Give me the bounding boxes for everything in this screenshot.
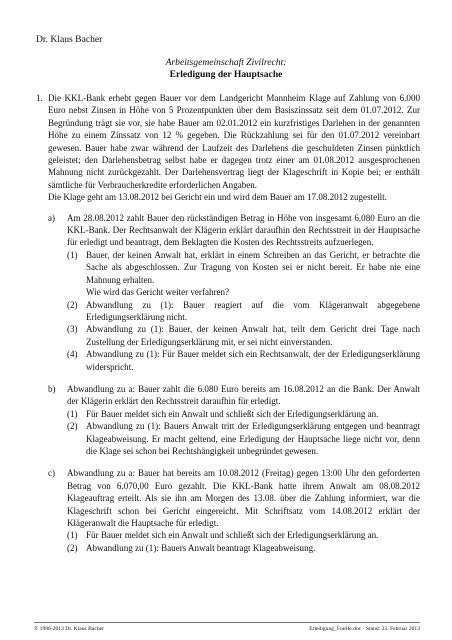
question: (2) Abwandlung zu (1): Bauers Anwalt beantragt Klageabweisung. [67,542,316,553]
variant-b [48,383,420,457]
case-facts-2: Die Klage geht am 13.08.2012 bei Gericht ein und wird dem Bauer am 17.08.2012 zugestellt. [48,192,387,203]
document-body [36,92,420,554]
variant-label: c) [48,468,56,479]
question: (3) Abwandlung zu (1): Bauer, der keinen Anwalt hat, teilt dem Gericht drei Tage nach Zustellung der Erledigungserklärung mit, er sei nicht einverstanden. [67,324,420,347]
variant-label: a) [48,212,56,223]
footer-copyright: © 1996-2013 Dr. Klaus Bacher [34,626,104,632]
footer-file-info: Erledigung_FueHe.doc · Stand: 23. Februar 2013 [309,626,420,632]
variant-label: b) [48,383,56,394]
page-footer [34,626,420,632]
author-name: Dr. Klaus Bacher [36,34,103,45]
variant-text: Am 28.08.2012 zahlt Bauer den rückständigen Betrag in Höhe von insgesamt 6.080 Euro an die KKL-Bank. Der Rechtsanwalt der Klägerin erklärt daraufhin den Rechtsstreit in der Hauptsache für erledigt und beantragt, dem Beklagten die Kosten des Rechtsstreits aufzuerlegen. [67,212,420,248]
variant-a [48,212,420,373]
question: (1) Bauer, der keinen Anwalt hat, erklärt in einem Schreiben an das Gericht, er betrachte die Sache als abgeschlossen. Zur Tragung von Kosten sei er nicht bereit. Er habe nie eine Mahnung erhalten. [67,249,420,285]
document-heading [36,57,416,81]
variant-text: Abwandlung zu a: Bauer zahlt die 6.080 Euro bereits am 16.08.2012 an die Bank. Der Anwalt der Klägerin erklärt den Rechtsstreit daraufhin für erledigt. [67,383,420,407]
footer-divider [34,622,420,623]
question: (1) Für Bauer meldet sich ein Anwalt und schließt sich der Erledigungserklärung an. [67,530,379,541]
heading-title: Erledigung der Hauptsache [169,69,283,80]
question: (2) Abwandlung zu (1): Bauer reagiert auf die vom Klägeranwalt abgegebene Erledigungserklärung nicht. [67,299,420,322]
variant-c [48,467,420,554]
variant-text: Abwandlung zu a: Bauer hat bereits am 10.08.2012 (Freitag) gegen 13:00 Uhr den geforderten Betrag von 6.070,00 Euro gezahlt. Die KKL-Bank hatte ihrem Anwalt am 08.08.2012 Klageauftrag erteilt. Als sie ihn am Morgen des 13.08. über die Zahlung informiert, war die Klageschrift schon bei Gericht eingereicht. Mit Schriftsatz vom 14.08.2012 erklärt der Klägeranwalt die Hauptsache für erledigt. [67,468,420,528]
case-number: 1. [36,93,43,103]
case-facts: Die KKL-Bank erhebt gegen Bauer vor dem Landgericht Mannheim Klage auf Zahlung von 6.000 Euro nebst Zinsen in Höhe von 5 Prozentpunkten über dem Basiszinssatz seit dem 01.07.2012. Zur Begründung trägt sie vor, sie habe Bauer am 02.01.2012 ein kurzfristiges Darlehen in der genannten Höhe zu einem Zinssatz von 12 % gegeben. Die Rückzahlung sei für den 01.07.2012 vereinbart gewesen. Bauer habe zwar während der Laufzeit des Darlehens die geschuldeten Zinsen pünktlich geleistet; den Darlehensbetrag selbst habe er dagegen trotz einer am 01.08.2012 ausgesprochenen Mahnung nicht zurückgezahlt. Der Darlehensvertrag liegt der Klageschrift in Kopie bei; er enthält sämtliche für Verbraucherkredite erforderlichen Angaben. [48,93,420,190]
question: (2) Abwandlung zu (1): Bauers Anwalt tritt der Erledigungserklärung entgegen und beantragt Klageabweisung. Er macht geltend, eine Erledigung der Hauptsache liege nicht vor, denn die Klage sei schon bei Rechtshängigkeit unbegründet gewesen. [67,421,420,456]
heading-subtitle: Arbeitsgemeinschaft Zivilrecht: [165,57,287,68]
case-1 [36,92,420,554]
question: (1) Für Bauer meldet sich ein Anwalt und schließt sich der Erledigungserklärung an. [67,408,379,419]
question: Wie wird das Gericht weiter verfahren? [86,287,230,298]
question: (4) Abwandlung zu (1): Für Bauer meldet sich ein Rechtsanwalt, der der Erledigungserklärung widerspricht. [67,349,420,372]
